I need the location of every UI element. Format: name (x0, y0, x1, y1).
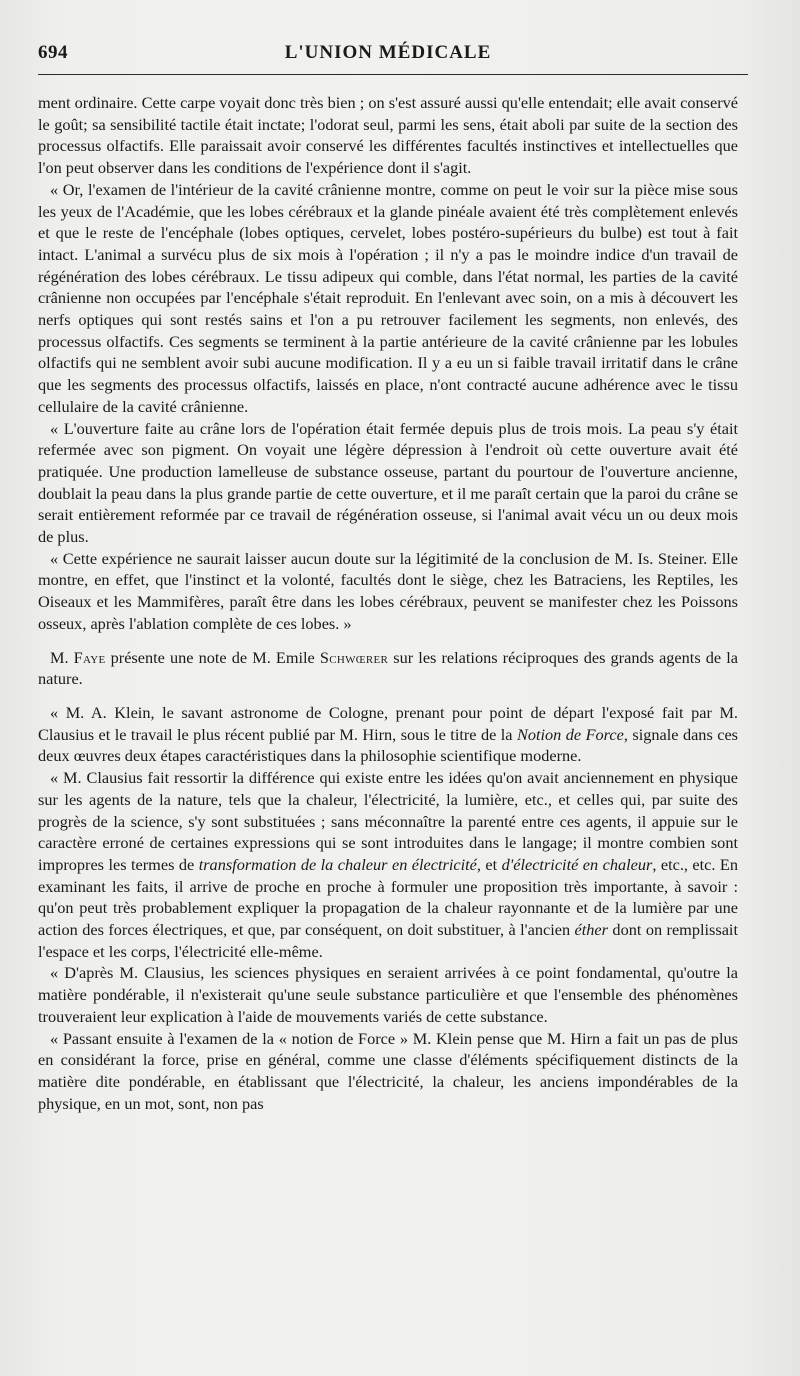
paragraph-2: « Or, l'examen de l'intérieur de la cavité crânienne montre, comme on peut le voir sur la pièce mise sous les yeux de l'Académie, que les lobes cérébraux et la glande pinéale avaient été très complètement enlevés et que le reste de l'encéphale (lobes optiques, cervelet, lobes postéro-supérieurs du bulbe) est tout à fait intact. L'animal a survécu plus de six mois à l'opération ; il n'y a pas le moindre indice d'un travail de régénération des lobes cérébraux. Le tissu adipeux qui comble, dans l'état normal, les parties de la cavité crânienne non occupées par l'encéphale s'était reproduit. En l'enlevant avec soin, on a mis à découvert les nerfs optiques qui sont restés sains et l'on a pu retrouver facilement les segments, non enlevés, des processus olfactifs. Ces segments se terminent à la partie antérieure de la cavité crânienne par les lobules olfactifs qui ne semblent avoir subi aucune modification. Il y a eu un si faible travail irritatif dans le crâne que les segments des processus olfactifs, laissés en place, n'ont contracté aucune adhérence avec le tissu cellulaire de la cavité crânienne. (38, 179, 738, 416)
page-number: 694 (38, 42, 68, 63)
text-segment: , signale dans ces deux œuvres deux étapes caractéristiques dans la philosophie scientifique moderne. (38, 724, 739, 766)
italic-term: d'électricité en chaleur (501, 854, 653, 874)
text-segment: , et (476, 854, 502, 874)
author-name-schwoerer: Schwœrer (319, 647, 389, 667)
text-segment: « M. A. Klein, le savant astronome de Cologne, prenant pour point de départ l'exposé fait par M. Clausius et le travail le plus récent publié par M. Hirn, sous le titre de la (38, 702, 738, 744)
paragraph-4: « Cette expérience ne saurait laisser aucun doute sur la légitimité de la conclusion de M. Is. Steiner. Elle montre, en effet, que l'instinct et la volonté, facultés dont le siège, chez les Batraciens, les Reptiles, les Oiseaux et les Mammifères, paraît être dans les lobes cérébraux, peuvent se manifester chez les Poissons osseux, après l'ablation complète de ces lobes. » (38, 548, 738, 633)
paragraph-3: « L'ouverture faite au crâne lors de l'opération était fermée depuis plus de trois mois. La peau s'y était refermée avec son pigment. On voyait une légère dépression à l'endroit où cette ouverture avait été pratiquée. Une production lamelleuse de substance osseuse, partant du pourtour de l'ouverture ancienne, doublait la peau dans la plus grande partie de cette ouverture, et il me paraît certain que la paroi du crâne se serait entièrement reformée par ce travail de régénération osseuse, si l'animal avait vécu un ou deux mois de plus. (38, 418, 738, 547)
italic-term: transformation de la chaleur en électricité (198, 854, 477, 874)
paragraph-5 (38, 647, 738, 690)
italic-title: Notion de Force (516, 724, 624, 744)
italic-term: éther (574, 920, 608, 940)
paragraph-7 (38, 767, 738, 962)
text-segment: « M. Clausius fait ressortir la différence qui existe entre les idées qu'on avait anciennement en physique sur les agents de la nature, tels que la chaleur, l'électricité, la lumière, etc., et celles qui, par suite des progrès de la science, s'y sont substituées ; sans méconnaître la parenté entre ces agents, il appuie sur le caractère erroné de certaines expressions qui se sont introduites dans le langage; il montre combien sont impropres les termes de (38, 768, 738, 874)
text-segment: présente une note de M. Emile (105, 647, 320, 667)
text-segment: sur les relations réciproques des grands agents de la nature. (38, 647, 738, 689)
paragraph-6 (38, 702, 738, 767)
paragraph-8: « D'après M. Clausius, les sciences physiques en seraient arrivées à ce point fondamental, qu'outre la matière pondérable, il n'existerait qu'une seule substance particulière et que l'ensemble des phénomènes trouveraient leur explication à l'aide de mouvements variés de cette substance. (38, 963, 738, 1026)
text-segment: dont on remplissait l'espace et les corps, l'électricité elle-même. (38, 920, 738, 961)
text-segment: , etc., etc. En examinant les faits, il arrive de proche en proche à formuler une proposition très importante, à savoir : qu'on peut très probablement expliquer la propagation de la chaleur rayonnante et de la lumière par une action des forces électriques, et que, par conséquent, on doit substituer, à l'ancien (38, 854, 739, 940)
header-rule (38, 74, 748, 75)
paragraph-1: ment ordinaire. Cette carpe voyait donc très bien ; on s'est assuré aussi qu'elle entendait; elle avait conservé le goût; sa sensibilité tactile était inctate; l'odorat seul, parmi les sens, était aboli par suite de la section des processus olfactifs. Elle paraissait avoir conservé les différentes facultés instinctives et intellectuelles que l'on peut observer dans les conditions de l'expérience dont il s'agit. (38, 93, 738, 178)
article-body (38, 92, 738, 1114)
paragraph-9: « Passant ensuite à l'examen de la « notion de Force » M. Klein pense que M. Hirn a fait un pas de plus en considérant la force, prise en général, comme une classe d'éléments spécifiquement distincts de la matière dite pondérable, en établissant que l'électricité, la chaleur, les anciens impondérables de la physique, en un mot, sont, non pas (38, 1028, 738, 1113)
text-segment: M. (50, 647, 74, 667)
running-title: L'UNION MÉDICALE (284, 42, 492, 63)
page-header (38, 36, 738, 70)
author-name-faye: Faye (73, 647, 106, 667)
